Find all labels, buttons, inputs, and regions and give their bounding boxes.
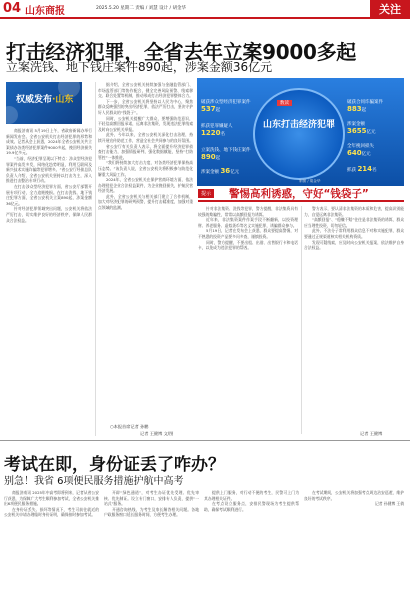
- section-title: 警惕高利诱惑，守好“钱袋子”: [229, 188, 369, 200]
- article2-column-2: 警方表示，要认清非法集资的本质和危害，提高识别能力，自觉远离非法集资。 “高额回报”、“稳赚不赔”往往是非法集资的诱饵，群众应当理性投资，切勿轻信。 此外，不法分子常利用群众信息不对称实施犯罪，群众要通过正规渠道核实相关机构资质。 发现可疑线索，应及时向公安机关报案，依法维护自身合法权益。: [304, 206, 404, 251]
- stat-item: 破获涉众型经济犯罪案件 537起: [201, 100, 251, 113]
- authority-banner: [6, 82, 82, 124]
- article3-headline: 考试在即，身份证丢了咋办？: [4, 455, 225, 475]
- stat-item: 破获合同诈骗案件 883起: [347, 100, 383, 113]
- article1-byline: ○本报首席记者 孙鹏: [110, 424, 149, 429]
- section-tag: 提示: [198, 189, 214, 198]
- article3-column-4: 在考试期间，公安机关将加强考点周边治安巡逻，维护良好的考试秩序。 记者 孙健博 王倩: [304, 490, 404, 507]
- article2-reporter: 记者 王健博: [360, 431, 383, 436]
- infographic-title: 山东打击经济犯罪: [262, 120, 335, 130]
- section-divider: [0, 440, 410, 441]
- issue-date: 2025.5.20 星期二 责编 / 刘慧 设计 / 胡金华: [96, 6, 186, 11]
- article3-column-3: 提供上门服务，对行动不便的考生，民警可上门为其办理相关证件。 在考点设立服务点，安排民警现场为考生提供帮助，确保考试顺利进行。: [204, 490, 299, 512]
- stat-item: 涉案金额 36亿元: [201, 167, 240, 175]
- newspaper-brand: 山东商报: [25, 6, 65, 17]
- infographic-credit: 制图 / 胡金华: [299, 179, 321, 183]
- banner-text: 权威发布·山东: [16, 95, 74, 105]
- subheadline: 立案洗钱、地下钱庄案件890起，涉案金额36亿元: [6, 60, 273, 74]
- infographic: [197, 78, 404, 186]
- article1-column-2: 据介绍，全省公安机关持续加强与金融监管部门、市场监管部门等协作配合，健全完善风险预警、线索移交、联合处置等机制，推动形成打击经济犯罪整体合力。 下一步，全省公安机关将坚持以人民为中心，聚焦群众反映强烈的突出经济犯罪，依法严厉打击，坚决守护好人民群众的“钱袋子”。 同时，公安机关提醒广大群众，要增强防范意识，不轻信高额回报承诺，远离非法集资，发现违法犯罪线索及时向公安机关举报。 此外，今年以来，全省公安机关深化打击治理，持续开展宣传防范工作，营造全社会共同参与的良好氛围。 省公安厅有关负责人表示，将全面提升经济犯罪侦查打击能力，加强情报研判，强化数据赋能，坚持“打防管控”一体推进。 “我们将持续加大打击力度，对各类经济犯罪保持高压态势。”该负责人说，全省公安机关将积极参与防范化解重大风险工作。 2024年，全省公安机关在保护营商环境方面，依法办理侵犯企业合法权益案件，为企业挽回损失，护航民营经济发展。 此外，全省公安机关与相关部门建立了合作机制，加大对经济犯罪的研判预警，提升打击精准度，加强对重点领域的监测。: [98, 82, 193, 211]
- article3-column-1: 商报济南讯 2025年中高考即将到来，记者从省公安厅获悉，为保障广大考生顺利参加考试，全省公安机关推出6项便民服务措施。 在身份证丢失、损坏等情况下，考生可前往就近的公安机关申请办理临时身份证明，确保按时参加考试。: [4, 490, 99, 518]
- stat-item: 抓获犯罪嫌疑人 1220名: [201, 124, 233, 137]
- page-header: [0, 0, 410, 19]
- section-header: [198, 188, 404, 202]
- article3-subheadline: 别急！我省 6项便民服务措施护航中高考: [4, 476, 184, 487]
- article3-column-2: 开辟“绿色通道”，对考生办证优先受理、优先审核、优先制证。设立专门窗口，安排专人负责，提供“一站式”服务。 开通咨询热线，为考生及家长解答相关问题。各地户政服务窗口延长服务时间，方便考生办理。: [104, 490, 199, 518]
- article1-column-1: 商报济南讯 5月19日上午，省政府新闻办举行新闻发布会。全省公安机关打击经济犯罪的形势和成效。记者从会上获悉，2024年全省公安机关共立案侦办各类经济犯罪案件9000多起，挽回经济损失19.9亿多元。 “当前，经济犯罪呈现以下特点：涉众型经济犯罪案件高发多发，网络化趋势明显，利用互联网及新兴技术实施诈骗等犯罪增多。”省公安厅经侦总队负责人介绍，全省公安机关坚持以打击为主，深入推进打击整治专项行动。 在打击涉众型经济犯罪方面，省公安厅部署开展专项行动，全力追赃挽损。在打击洗钱、地下钱庄犯罪方面，全省公安机关立案890起，涉案金额36亿元。 针对经济犯罪领域突出问题，公安机关将依法严厉打击，切实维护良好的经济秩序，保障人民群众合法权益。: [6, 128, 92, 223]
- article2-column-1: 针对非法集资、洗钱等犯罪，警方提醒，非法集资具有较强的欺骗性，常常以高额回报为诱饵。 近年来，非法集资案件作案手段不断翻新，以投资理财、养老服务、虚拟货币等名义实施犯罪，诱骗群众参与。 5月19日，记者在发布会上获悉，群众要提高警惕，对不熟悉的投资产品要多问多查，谨慎投资。 同时，警方提醒，不要出租、出借、出售银行卡和电话卡，以免成为违法犯罪的帮凶。: [198, 206, 298, 251]
- stat-item: 全年挽回损失 640亿元: [347, 144, 374, 157]
- stat-item: 抓获 214名: [347, 165, 377, 173]
- stat-item: 立案洗钱、地下钱庄案件 890起: [201, 148, 251, 161]
- article1-reporter: 记者 王健博 文/图: [140, 431, 174, 436]
- infographic-center: [253, 88, 345, 180]
- infographic-tag: 数读: [277, 100, 292, 106]
- page-number: 04: [3, 1, 22, 16]
- headline: 打击经济犯罪，全省去年立案9000多起: [6, 40, 356, 64]
- stat-item: 涉案金额 3655亿元: [347, 122, 376, 135]
- follow-button[interactable]: 关注: [370, 0, 410, 19]
